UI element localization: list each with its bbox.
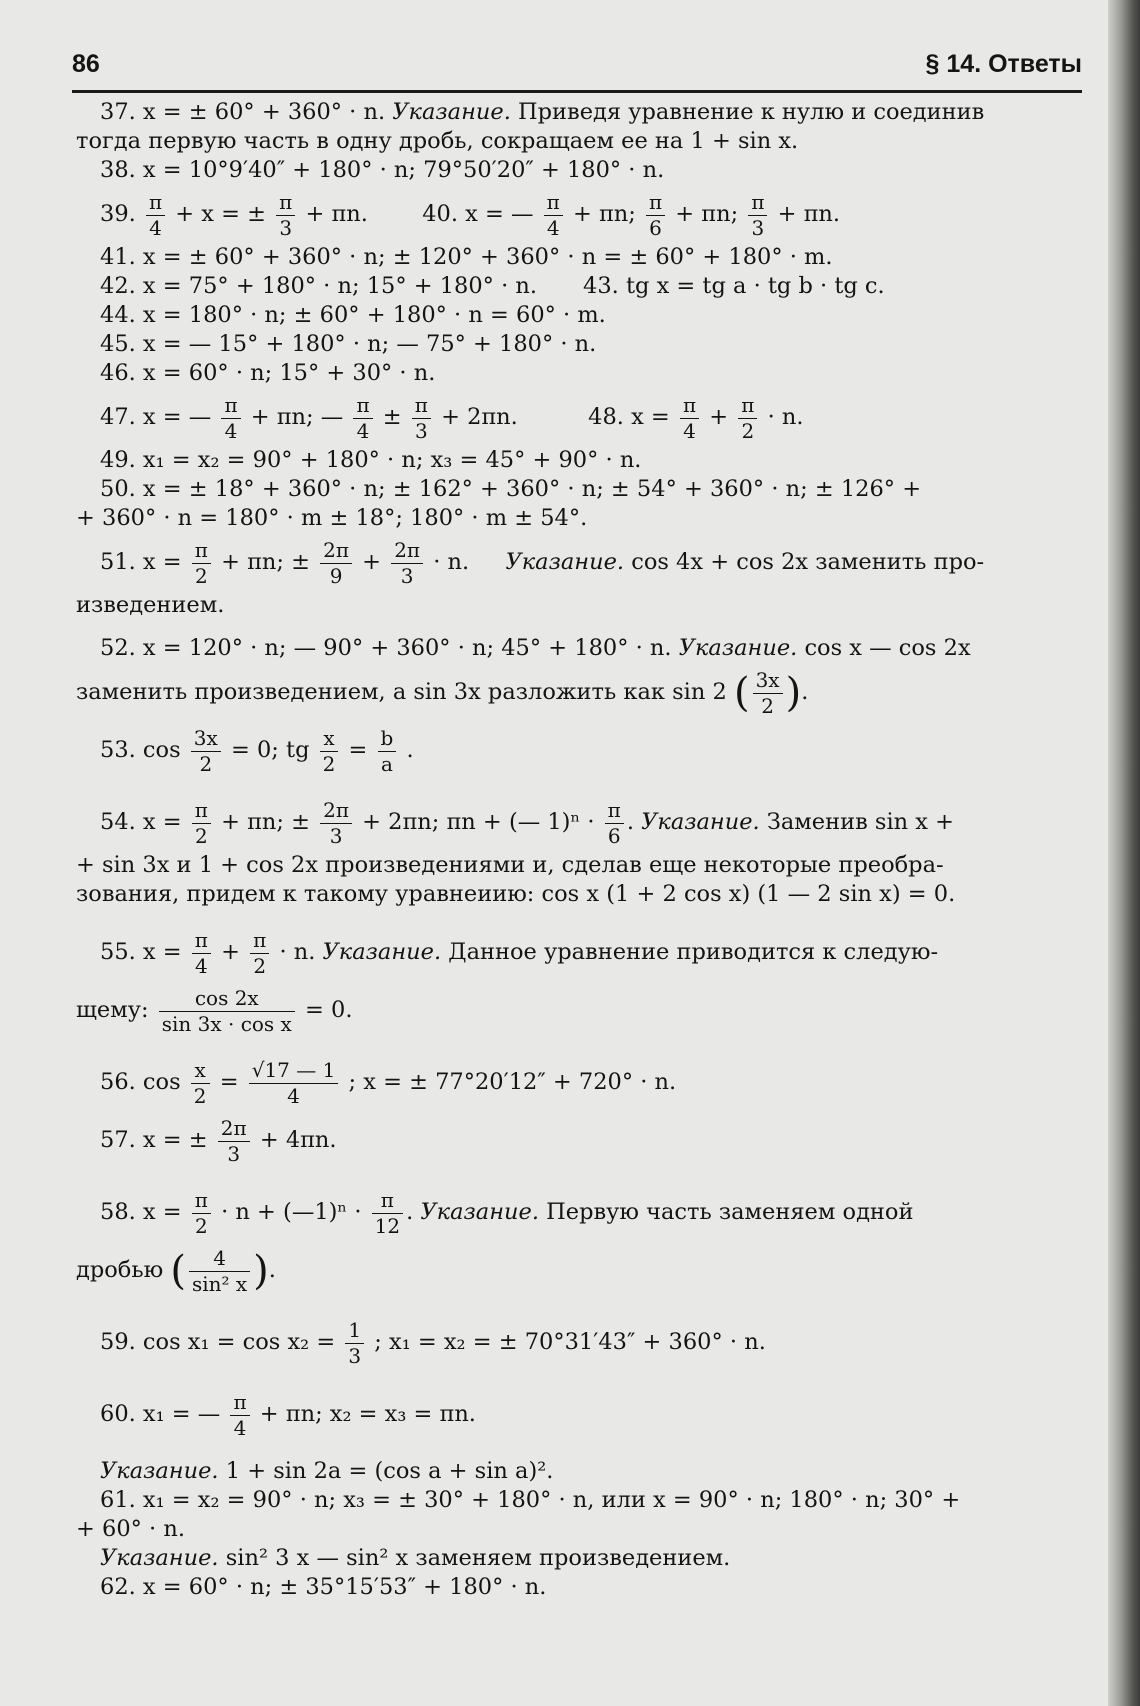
answer-text: + πn; [675, 201, 739, 227]
answer-text: · n. [767, 404, 804, 430]
answer-text: щему: [76, 997, 149, 1023]
answer-text: 43. tg x = tg a · tg b · tg c. [583, 273, 885, 299]
answer-text: 51. x = [100, 549, 182, 575]
answer-text: 37. x = ± 60° + 360° · n. [100, 99, 393, 125]
answer-text: 58. x = [100, 1199, 182, 1225]
page-header [72, 50, 1082, 90]
answer-text: . [406, 737, 414, 763]
fraction: $\frac{x}{2}$ [320, 726, 339, 777]
answer-39-40 [76, 185, 1084, 243]
fraction: $\frac{\pi}{4}$ [353, 393, 372, 444]
hint-label: Указание. [392, 99, 511, 125]
fraction: $\frac{√17 — 1}{4}$ [249, 1058, 339, 1109]
answer-56 [76, 1053, 1084, 1111]
answer-text: + 2πn. [441, 404, 518, 430]
answer-38: 38. x = 10°9′40″ + 180° · n; 79°50′20″ + 180° · n. [100, 157, 665, 183]
answer-54-cont: + sin 3x и 1 + cos 2x произведениями и, сделав еще некоторые преобра- [76, 852, 944, 878]
answer-text: = 0; tg [230, 737, 310, 763]
answer-text: 55. x = [100, 939, 182, 965]
answer-text: cos 4x + cos 2x заменить про- [624, 549, 985, 575]
answer-text: 56. cos [100, 1069, 181, 1095]
answer-44: 44. x = 180° · n; ± 60° + 180° · n = 60° · m. [100, 302, 606, 328]
answer-45: 45. x = — 15° + 180° · n; — 75° + 180° · n. [100, 331, 597, 357]
fraction: $\frac{2\pi}{3}$ [391, 538, 423, 589]
fraction: $\frac{\pi}{2}$ [192, 538, 211, 589]
fraction: $\frac{\pi}{2}$ [738, 393, 757, 444]
hint-label: Указание. [322, 939, 442, 965]
answer-text: = [219, 1069, 239, 1095]
answer-text: + πn. [777, 201, 841, 227]
answer-60 [76, 1385, 1084, 1443]
answer-text: + πn; x₂ = x₃ = πn. [259, 1401, 476, 1427]
answer-text: sin² 3 x — sin² x заменяем произведением. [218, 1545, 731, 1571]
fraction: $\frac{\pi}{4}$ [146, 190, 165, 241]
fraction: $\frac{\pi}{2}$ [192, 798, 211, 849]
answer-text: 48. x = [588, 404, 670, 430]
fraction: $\frac{\pi}{6}$ [605, 798, 624, 849]
answer-text: 42. x = 75° + 180° · n; 15° + 180° · n. [100, 273, 538, 299]
fraction: $\frac{\pi}{2}$ [192, 1188, 211, 1239]
answer-55-cont [76, 981, 1084, 1039]
answer-61-hint [76, 1544, 1084, 1573]
fraction: $\frac{4}{\text{sin² x}}$ [189, 1246, 250, 1297]
answer-text: · n. [433, 549, 470, 575]
fraction: $\frac{\pi}{12}$ [372, 1188, 403, 1239]
answer-text: + [221, 939, 240, 965]
answer-55 [76, 923, 1084, 981]
answer-text: . [626, 809, 642, 835]
answer-57 [76, 1111, 1084, 1169]
answer-text: Заменив sin x + [759, 809, 954, 835]
answer-text: 53. cos [100, 737, 181, 763]
page-number: 86 [72, 50, 100, 78]
answer-text: 52. x = 120° · n; — 90° + 360° · n; 45° + 180° · n. [100, 635, 679, 661]
answer-49: 49. x₁ = x₂ = 90° + 180° · n; x₃ = 45° + 90° · n. [100, 447, 642, 473]
answer-text: = 0. [305, 997, 353, 1023]
answer-61-cont: + 60° · n. [76, 1516, 185, 1542]
fraction: $\frac{\pi}{4}$ [221, 393, 240, 444]
answer-50-cont: + 360° · n = 180° · m ± 18°; 180° · m ± 54°. [76, 505, 588, 531]
answer-54 [76, 793, 1084, 851]
hint-label: Указание. [678, 635, 798, 661]
answer-text: + x = ± [175, 201, 266, 227]
answer-text: Приведя уравнение к нулю и соединив [510, 99, 985, 125]
answer-text: + πn; — [250, 404, 344, 430]
answers-list [76, 98, 1084, 1602]
answer-47-48 [76, 388, 1084, 446]
fraction: $\frac{2\pi}{9}$ [320, 538, 352, 589]
fraction: $\frac{\pi}{3}$ [276, 190, 295, 241]
answer-text: · n + (—1)ⁿ · [221, 1199, 362, 1225]
answer-text: 57. x = ± [100, 1127, 208, 1153]
answer-text: cos x — cos 2x [797, 635, 971, 661]
fraction: $\frac{\pi}{4}$ [544, 190, 563, 241]
section-title: § 14. Ответы [925, 50, 1082, 78]
answer-text: 1 + sin 2a = (cos a + sin a)². [218, 1458, 554, 1484]
answer-text: + πn; ± [221, 809, 310, 835]
answer-text: 60. x₁ = — [100, 1401, 221, 1427]
answer-text: 47. x = — [100, 404, 212, 430]
fraction: $\frac{3x}{2}$ [191, 726, 221, 777]
answer-text: + [362, 549, 382, 575]
hint-label: Указание. [505, 549, 625, 575]
answer-46: 46. x = 60° · n; 15° + 30° · n. [100, 360, 436, 386]
fraction: $\frac{\pi}{6}$ [646, 190, 665, 241]
fraction: $\frac{\pi}{2}$ [250, 928, 269, 979]
answer-41: 41. x = ± 60° + 360° · n; ± 120° + 360° · n = ± 60° + 180° · m. [100, 244, 833, 270]
fraction: $\frac{x}{2}$ [191, 1058, 210, 1109]
fraction: $\frac{\pi}{3}$ [748, 190, 767, 241]
hint-label: Указание. [420, 1199, 539, 1225]
answer-text: Первую часть заменяем одной [538, 1199, 914, 1225]
answer-58 [76, 1183, 1084, 1241]
answer-text: Данное уравнение приводится к следую- [441, 939, 939, 965]
fraction: $\frac{\pi}{4}$ [192, 928, 211, 979]
answer-52-cont: заменить произведением, а sin 3x разложить как sin 2 ( $\frac{3x}{2}$ ). [76, 667, 809, 718]
answer-text: ± [382, 404, 402, 430]
book-spine-edge [1108, 0, 1140, 1706]
answer-text: + πn; [572, 201, 636, 227]
fraction: $\frac{\cos 2x}{\text{sin 3x · cos x}}$ [159, 986, 295, 1037]
answer-text: + 4πn. [259, 1127, 337, 1153]
answer-text: + πn. [305, 201, 368, 227]
answer-37 [76, 98, 1084, 127]
answer-text: + 2πn; πn + (— 1)ⁿ · [362, 809, 595, 835]
hint-label: Указание. [100, 1545, 219, 1571]
answer-text: дробью [76, 1257, 164, 1283]
answer-text: + πn; ± [221, 549, 310, 575]
answer-text: 40. x = — [422, 201, 534, 227]
answer-text: . [406, 1199, 421, 1225]
answer-text: 39. [100, 201, 136, 227]
fraction: $\frac{2\pi}{3}$ [320, 798, 352, 849]
answer-37-cont: тогда первую часть в одну дробь, сокращаем ее на 1 + sin x. [76, 128, 799, 154]
answer-61: 61. x₁ = x₂ = 90° · n; x₃ = ± 30° + 180° · n, или x = 90° · n; 180° · n; 30° + [100, 1487, 961, 1513]
fraction: $\frac{2\pi}{3}$ [218, 1116, 250, 1167]
answer-53 [76, 721, 1084, 779]
answer-text: ; x = ± 77°20′12″ + 720° · n. [348, 1069, 677, 1095]
fraction: $\frac{b}{a}$ [378, 726, 397, 777]
answer-52 [76, 634, 1084, 663]
answer-text: заменить произведением, а sin 3x разложить как sin 2 [76, 679, 727, 705]
fraction: $\frac{3x}{2}$ [753, 668, 783, 719]
answer-51-cont: изведением. [76, 592, 225, 618]
answer-text: ; x₁ = x₂ = ± 70°31′43″ + 360° · n. [374, 1329, 766, 1355]
answer-text: 54. x = [100, 809, 182, 835]
answer-51 [76, 533, 1084, 591]
answer-60-hint [76, 1457, 1084, 1486]
fraction: $\frac{\pi}{3}$ [412, 393, 431, 444]
answer-text: · n. [279, 939, 323, 965]
answer-54-cont2: зования, придем к такому уравнеиию: cos x (1 + 2 cos x) (1 — 2 sin x) = 0. [76, 881, 956, 907]
fraction: $\frac{\pi}{4}$ [680, 393, 699, 444]
answer-text: = [348, 737, 368, 763]
answer-42-43 [76, 272, 1084, 301]
fraction: $\frac{1}{3}$ [345, 1318, 364, 1369]
answer-text: + [709, 404, 729, 430]
hint-label: Указание. [100, 1458, 219, 1484]
fraction: $\frac{\pi}{4}$ [230, 1390, 249, 1441]
answer-62: 62. x = 60° · n; ± 35°15′53″ + 180° · n. [100, 1574, 547, 1600]
answer-59 [76, 1313, 1084, 1371]
answer-text: 59. cos x₁ = cos x₂ = [100, 1329, 336, 1355]
hint-label: Указание. [641, 809, 760, 835]
answer-58-cont: дробью ( $\frac{4}{\text{sin² x}}$ ). [76, 1245, 276, 1296]
header-rule [72, 90, 1082, 93]
answer-50: 50. x = ± 18° + 360° · n; ± 162° + 360° · n; ± 54° + 360° · n; ± 126° + [100, 476, 922, 502]
